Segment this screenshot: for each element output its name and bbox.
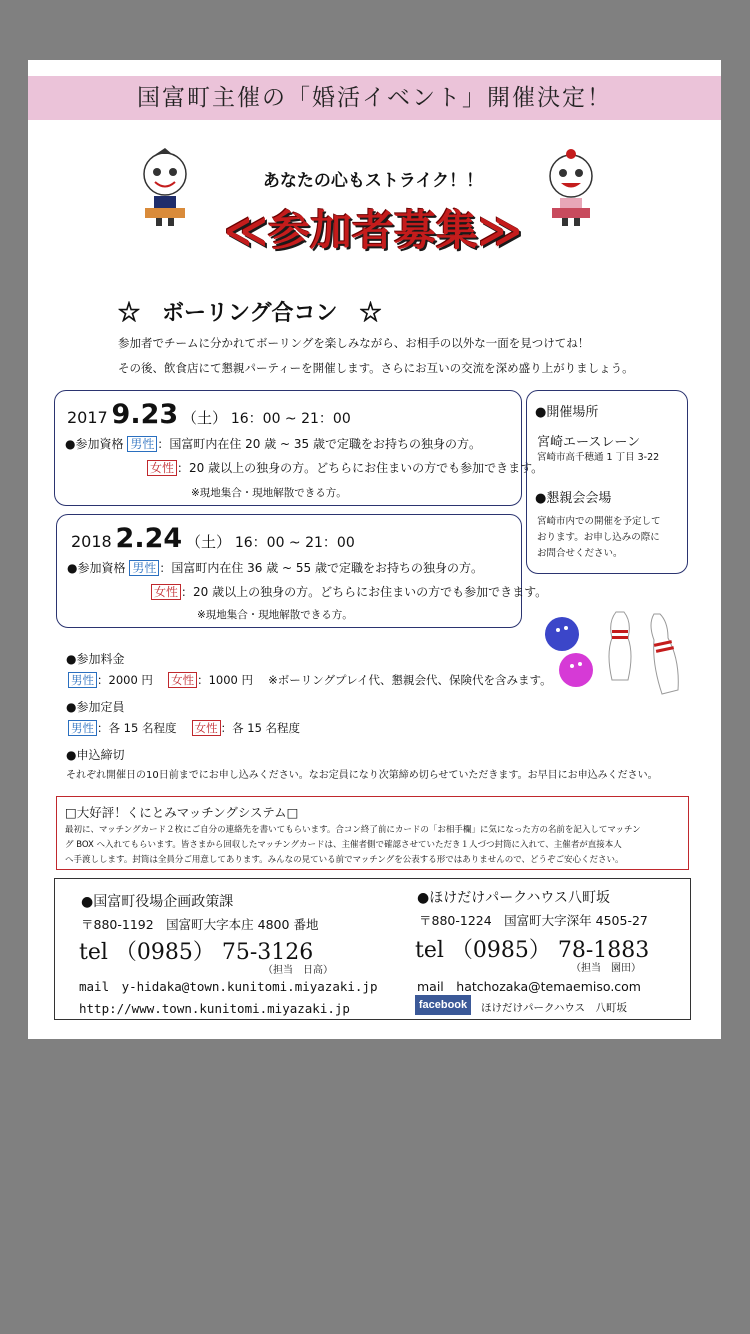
contact-tel-2: tel （0985） 78-1883 <box>415 938 650 963</box>
facebook-badge[interactable]: facebook <box>415 995 471 1015</box>
matching-title: □大好評！くにとみマッチングシステム□ <box>65 805 299 820</box>
session-box-2017 <box>54 390 544 506</box>
party-text-1: 宮崎市内での開催を予定して <box>537 516 661 527</box>
fee-values: 男性 ：2000 円 女性 ：1000 円 ※ボーリングプレイ代、懇親会代、保険代を含みます。 <box>68 672 552 688</box>
qualification-female: 女性 ：20 歳以上の独身の方。どちらにお住まいの方でも参加できます。 <box>151 583 547 600</box>
qualification-female: 女性 ：20 歳以上の独身の方。どちらにお住まいの方でも参加できます。 <box>147 459 543 476</box>
female-tag: 女性 <box>192 720 221 736</box>
qualification-male: ●参加資格 男性 ：国富町内在住 36 歳 ~ 55 歳で定職をお持ちの独身の方。 <box>67 561 483 575</box>
matching-line-2: グ BOX へ入れてもらいます。皆さまから回収したマッチングカードは、主催者側で確認させていただき１人づつ封筒に入れて、主催者が直接本人 <box>65 840 622 850</box>
contact-address-2: 〒880-1224 国富町大字深年 4505-27 <box>419 913 648 928</box>
matching-box <box>56 796 689 870</box>
session-date: 2017 9.23 （土） 16：00 ~ 21：00 <box>67 399 351 430</box>
catch-copy: あなたの心もストライク！！ <box>262 171 484 191</box>
matching-line-1: 最初に、マッチングカード２枚にご自分の連絡先を書いてもらいます。合コン終了前にカードの「お相手欄」に気になった方の名前を記入してマッチン <box>65 825 641 835</box>
contact-address-1: 〒880-1192 国富町大字本庄 4800 番地 <box>81 917 319 932</box>
session-date: 2018 2.24 （土） 16：00 ~ 21：00 <box>71 523 355 554</box>
matching-line-3: へ手渡しします。封筒は全員分ご用意してあります。みんなの見ている前でマッチングを公表する形ではありませんので、どうぞご安心ください。 <box>65 855 624 865</box>
male-tag: 男性 <box>127 436 157 452</box>
party-label: ●懇親会会場 <box>535 491 612 506</box>
session-note: ※現地集合・現地解散できる方。 <box>191 487 347 499</box>
flyer-page <box>28 60 721 1039</box>
venue-name: 宮崎エースレーン <box>537 435 641 450</box>
party-text-3: お問合せください。 <box>537 548 623 559</box>
venue-label: ●開催場所 <box>535 405 599 420</box>
female-tag: 女性 <box>168 672 197 688</box>
contact-org-1: ●国富町役場企画政策課 <box>81 894 234 910</box>
female-tag: 女性 <box>151 584 181 600</box>
male-tag: 男性 <box>68 720 97 736</box>
contact-tel-1: tel （0985） 75-3126 <box>79 940 314 965</box>
contact-mail-1: mail y-hidaka@town.kunitomi.miyazaki.jp <box>79 979 378 994</box>
fee-label: ●参加料金 <box>66 652 125 666</box>
party-text-2: おります。お申し込みの際に <box>537 532 660 543</box>
male-tag: 男性 <box>68 672 97 688</box>
facebook-page-name: ほけだけパークハウス 八町坂 <box>481 1002 628 1014</box>
contact-mail-2: mail hatchozaka@temaemiso.com <box>417 979 641 994</box>
intro-line-1: 参加者でチームに分かれてボーリングを楽しみながら、お相手の以外な一面を見つけてね！ <box>118 336 590 350</box>
page-title: 国富町主催の「婚活イベント」開催決定！ <box>137 85 612 111</box>
recruit-title: ≪参加者募集≫ <box>224 206 522 255</box>
bowling-illustration <box>536 604 706 714</box>
session-note: ※現地集合・現地解散できる方。 <box>197 609 353 621</box>
contact-url-1[interactable]: http://www.town.kunitomi.miyazaki.jp <box>79 1001 350 1016</box>
session-box-2018 <box>56 514 548 628</box>
female-tag: 女性 <box>147 460 177 476</box>
event-subtitle: ☆ ボーリング合コン ☆ <box>118 300 382 326</box>
venue-address: 宮崎市高千穂通 1 丁目 3-22 <box>537 452 660 463</box>
contact-box <box>54 878 691 1020</box>
venue-box <box>526 390 688 574</box>
contact-org-2: ●ほけだけパークハウス八町坂 <box>417 890 610 906</box>
contact-person-2: （担当 園田） <box>571 963 641 974</box>
deadline-label: ●申込締切 <box>66 748 125 762</box>
capacity-label: ●参加定員 <box>66 700 125 714</box>
capacity-values: 男性 ：各 15 名程度 女性 ：各 15 名程度 <box>68 720 300 736</box>
male-tag: 男性 <box>129 560 159 576</box>
contact-person-1: （担当 日高） <box>263 965 333 976</box>
deadline-text: それぞれ開催日の10日前までにお申し込みください。なお定員になり次第締め切らせていただきます。お早目にお申込みください。 <box>66 770 658 781</box>
intro-line-2: その後、飲食店にて懇親パーティーを開催します。さらにお互いの交流を深め盛り上がりましょう。 <box>118 361 634 375</box>
qualification-male: ●参加資格 男性 ：国富町内在住 20 歳 ~ 35 歳で定職をお持ちの独身の方。 <box>65 437 481 451</box>
